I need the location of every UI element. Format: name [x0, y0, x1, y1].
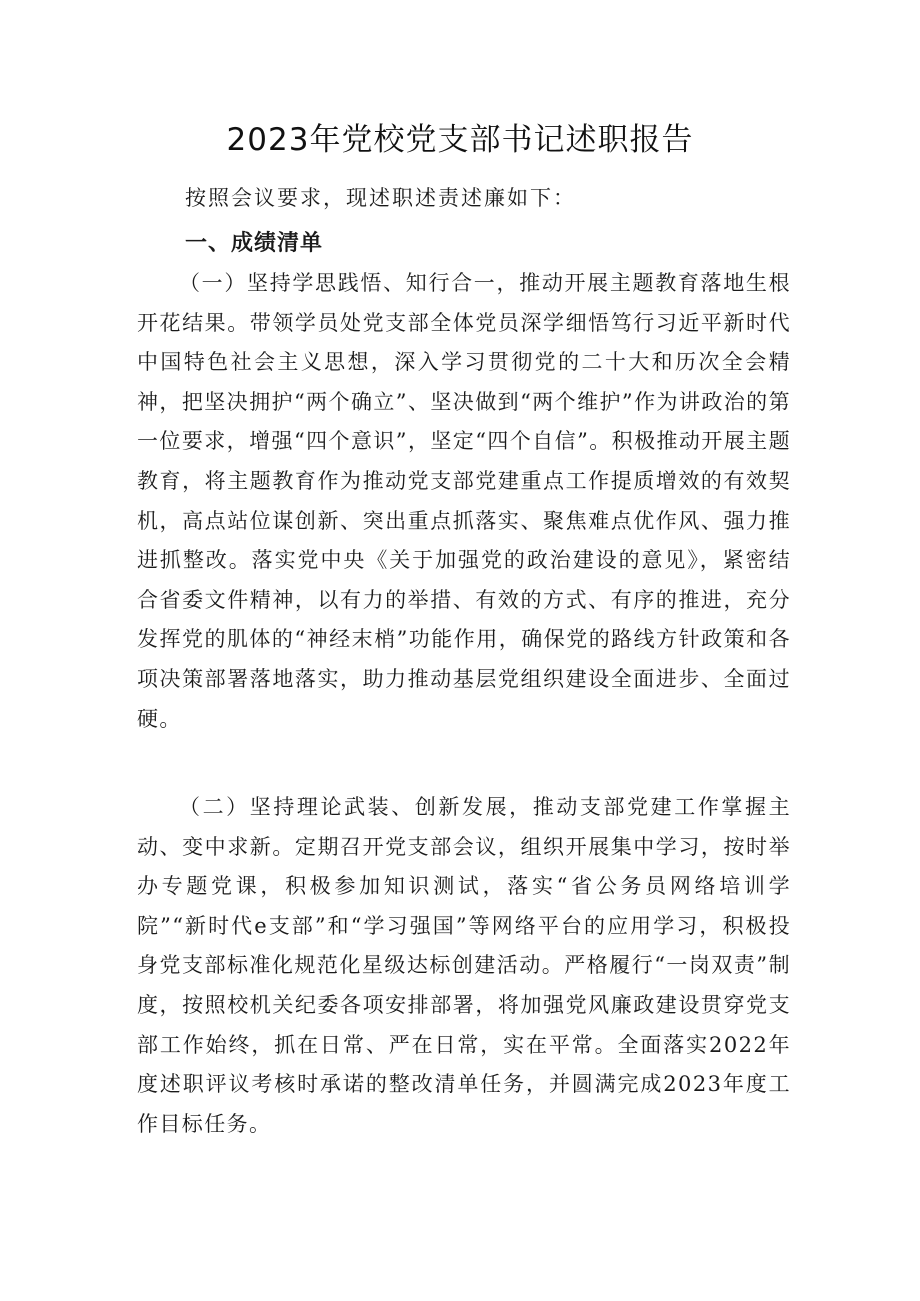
intro-paragraph: 按照会议要求，现述职述责述廉如下： [185, 186, 576, 210]
body-paragraph-2: （二）坚持理论武装、创新发展，推动支部党建工作掌握主动、变中求新。定期召开党支部会议，组织开展集中学习，按时举办专题党课，积极参加知识测试，落实“省公务员网络培训学院”“新时代e支部”和“学习强国”等网络平台的应用学习，积极投身党支部标准化规范化星级达标创建活动。严格履行“一岗双责”制度，按照校机关纪委各项安排部署，将加强党风廉政建设贯穿党支部工作始终，抓在日常、严在日常，实在平常。全面落实2022年度述职评议考核时承诺的整改清单任务，并圆满完成2023年度工作目标任务。 [137, 795, 791, 1136]
document-title: 2023年党校党支部书记述职报告 [226, 122, 694, 158]
body-paragraph-1: （一）坚持学思践悟、知行合一，推动开展主题教育落地生根开花结果。带领学员处党支部全体党员深学细悟笃行习近平新时代中国特色社会主义思想，深入学习贯彻党的二十大和历次全会精神，把坚决拥护“两个确立”、坚决做到“两个维护”作为讲政治的第一位要求，增强“四个意识”，坚定“四个自信”。积极推动开展主题教育，将主题教育作为推动党支部党建重点工作提质增效的有效契机，高点站位谋创新、突出重点抓落实、聚焦难点优作风、强力推进抓整改。落实党中央《关于加强党的政治建设的意见》，紧密结合省委文件精神，以有力的举措、有效的方式、有序的推进，充分发挥党的肌体的“神经末梢”功能作用，确保党的路线方针政策和各项决策部署落地落实，助力推动基层党组织建设全面进步、全面过硬。 [137, 271, 791, 731]
section-heading: 一、成绩清单 [185, 231, 324, 256]
